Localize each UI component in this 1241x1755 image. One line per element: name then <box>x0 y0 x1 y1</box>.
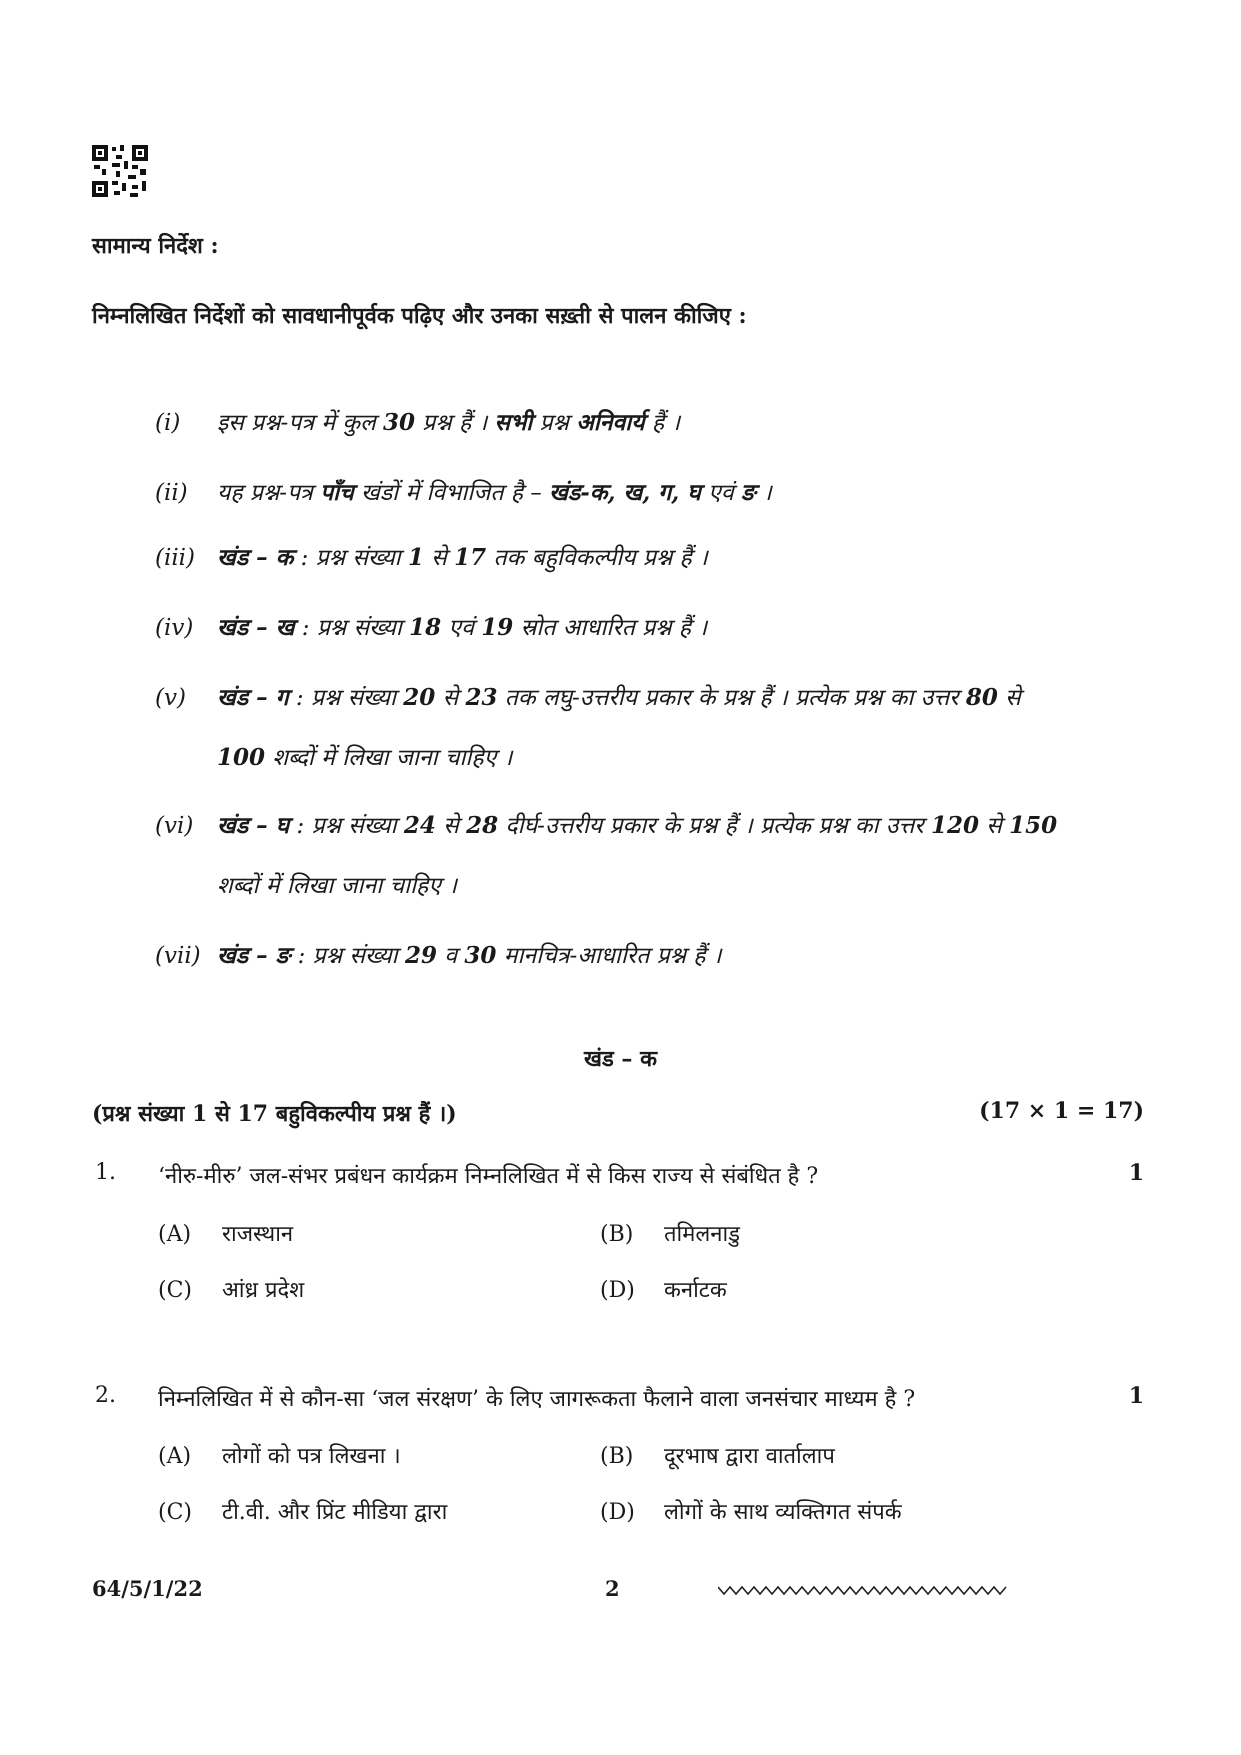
option-c: (C) आंध्र प्रदेश <box>158 1278 305 1303</box>
instruction-item: (vi) खंड – घ : प्रश्न संख्या 24 से 28 दीर्घ-उत्तरीय प्रकार के प्रश्न हैं । प्रत्येक प्रश्न का उत्तर 120 से 150 <box>155 812 1058 839</box>
instructions-heading: सामान्य निर्देश : <box>92 233 219 259</box>
paper-code: 64/5/1/22 <box>92 1576 203 1601</box>
option-b: (B) दूरभाष द्वारा वार्तालाप <box>600 1444 835 1469</box>
section-marks: (17 × 1 = 17) <box>979 1098 1144 1124</box>
instruction-item: (ii) यह प्रश्न-पत्र पाँच खंडों में विभाजित है – खंड-क, ख, ग, घ एवं ङ । <box>155 479 772 506</box>
instructions-subheading: निम्नलिखित निर्देशों को सावधानीपूर्वक पढ़िए और उनका सख़्ती से पालन कीजिए : <box>92 303 747 329</box>
question-marks: 1 <box>1128 1160 1144 1186</box>
option-c: (C) टी.वी. और प्रिंट मीडिया द्वारा <box>158 1500 448 1525</box>
instruction-continuation: शब्दों में लिखा जाना चाहिए । <box>217 873 458 899</box>
option-d: (D) कर्नाटक <box>600 1278 727 1303</box>
option-d: (D) लोगों के साथ व्यक्तिगत संपर्क <box>600 1500 902 1525</box>
section-note: (प्रश्न संख्या 1 से 17 बहुविकल्पीय प्रश्न हैं ।) <box>92 1101 457 1127</box>
instruction-item: (iv) खंड – ख : प्रश्न संख्या 18 एवं 19 स्रोत आधारित प्रश्न हैं । <box>155 614 708 641</box>
question-text: निम्नलिखित में से कौन-सा ‘जल संरक्षण’ के लिए जागरूकता फैलाने वाला जनसंचार माध्यम है ? <box>158 1387 916 1412</box>
question-text: ‘नीरु-मीरु’ जल-संभर प्रबंधन कार्यक्रम निम्नलिखित में से किस राज्य से संबंधित है ? <box>158 1164 819 1189</box>
option-a: (A) राजस्थान <box>158 1222 294 1247</box>
qr-code-icon <box>92 145 148 197</box>
instruction-continuation: 100 शब्दों में लिखा जाना चाहिए । <box>217 744 513 771</box>
option-b: (B) तमिलनाडु <box>600 1222 740 1247</box>
instruction-item: (i) इस प्रश्न-पत्र में कुल 30 प्रश्न हैं । सभी प्रश्न अनिवार्य हैं । <box>155 409 681 436</box>
page-number: 2 <box>605 1576 620 1601</box>
instruction-item: (v) खंड – ग : प्रश्न संख्या 20 से 23 तक लघु-उत्तरीय प्रकार के प्रश्न हैं । प्रत्येक प्रश्न का उत्तर 80 से <box>155 684 1021 711</box>
wavy-line-decoration <box>718 1583 1008 1597</box>
section-title: खंड – क <box>584 1046 657 1072</box>
question-marks: 1 <box>1128 1383 1144 1409</box>
option-a: (A) लोगों को पत्र लिखना । <box>158 1444 401 1469</box>
question-number: 1. <box>95 1160 116 1185</box>
question-number: 2. <box>95 1383 116 1408</box>
instruction-item: (vii) खंड – ङ : प्रश्न संख्या 29 व 30 मानचित्र-आधारित प्रश्न हैं । <box>155 942 722 969</box>
instruction-item: (iii) खंड – क : प्रश्न संख्या 1 से 17 तक बहुविकल्पीय प्रश्न हैं । <box>155 544 708 571</box>
